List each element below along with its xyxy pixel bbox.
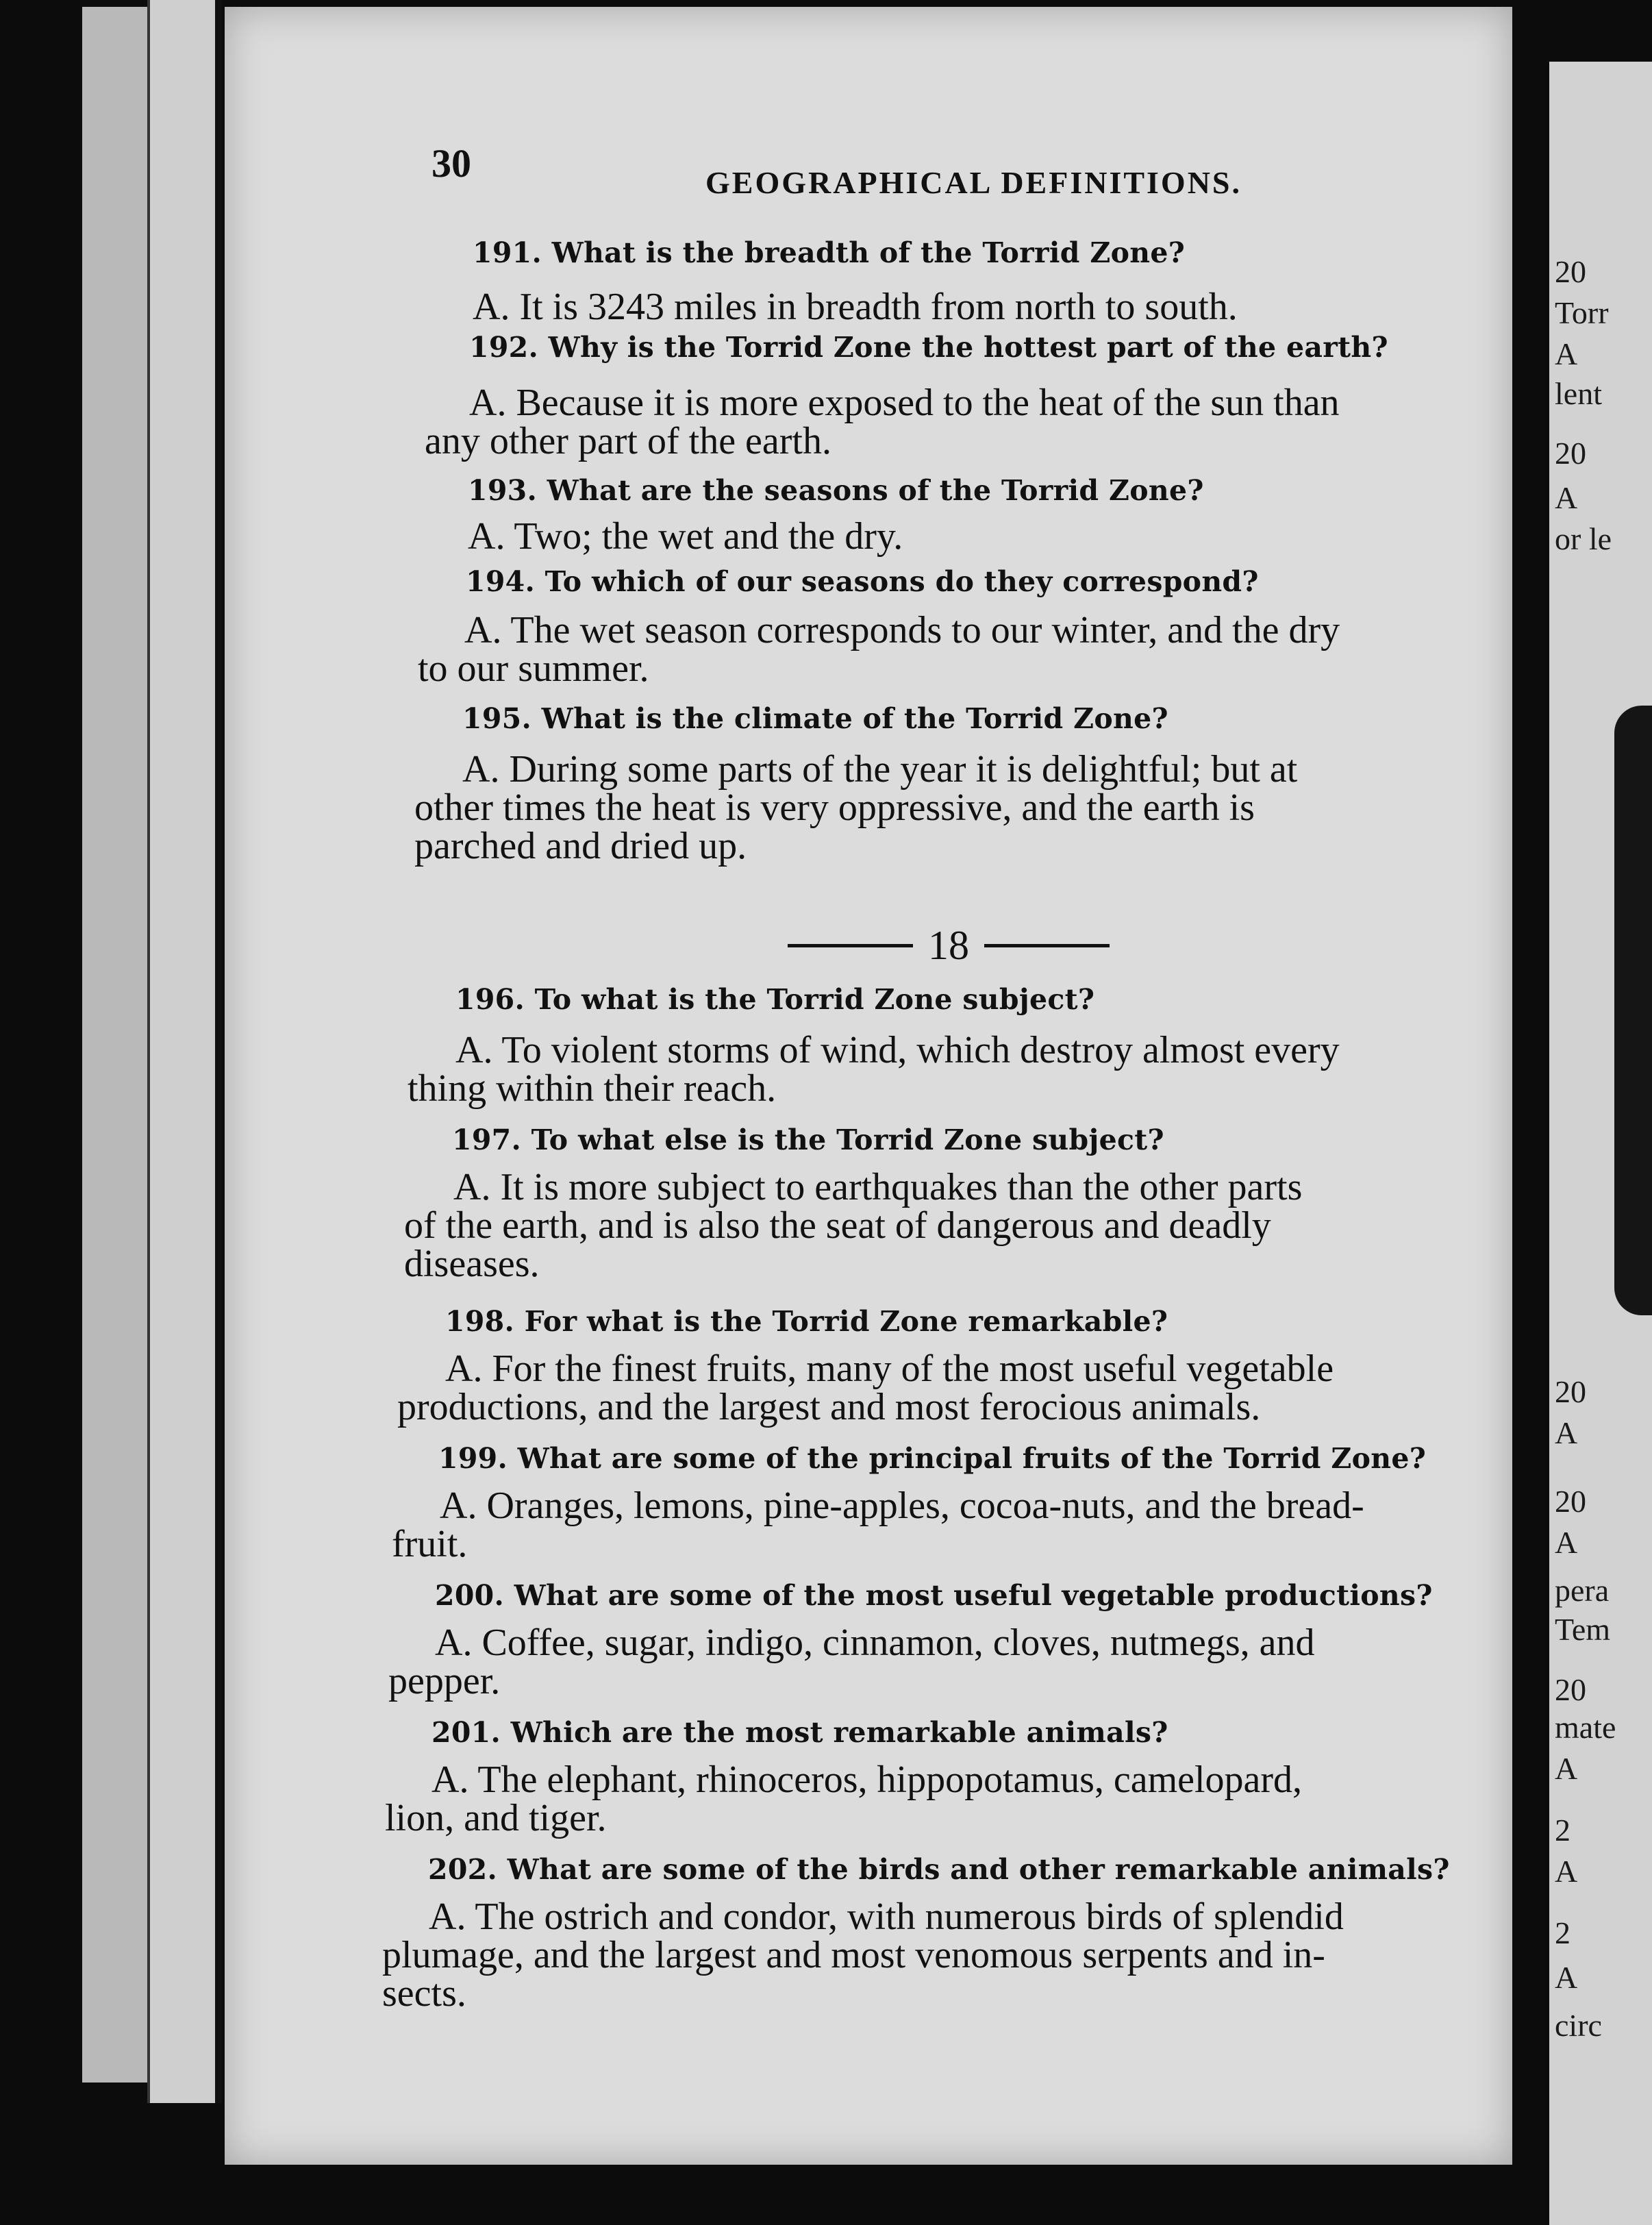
facing-page-text: or le	[1555, 521, 1612, 556]
answer-line: A. During some parts of the year it is delightful; but at	[462, 748, 1298, 791]
facing-page-text: circ	[1555, 2008, 1602, 2043]
section-divider	[788, 922, 1110, 968]
answer-line: A. It is more subject to earthquakes than the other parts	[453, 1166, 1303, 1208]
question: 200. What are some of the most useful vegetable productions?	[435, 1579, 1433, 1612]
answer	[392, 1484, 1464, 1565]
answer	[404, 1168, 1473, 1283]
answer-line: to our summer.	[418, 647, 649, 690]
question: 195. What is the climate of the Torrid Zone?	[462, 702, 1168, 735]
divider-rule	[984, 944, 1110, 947]
facing-page-text: A	[1555, 1960, 1578, 1995]
facing-page-edge	[1549, 62, 1652, 2225]
answer-line: A. To violent storms of wind, which destroy almost every	[455, 1029, 1340, 1071]
answer	[468, 517, 1358, 556]
answer-line: A. The wet season corresponds to our winter, and the dry	[464, 609, 1340, 651]
facing-page-text: Torr	[1555, 295, 1609, 330]
facing-page-text: lent	[1555, 376, 1602, 411]
facing-page-text: mate	[1555, 1710, 1616, 1745]
answer-line: plumage, and the largest and most venomous serpents and in-	[382, 1934, 1325, 1976]
facing-page-text: A	[1555, 1415, 1578, 1450]
book-edge	[147, 0, 222, 2103]
section-number: 18	[928, 922, 969, 968]
engraving-fragment	[1614, 706, 1652, 1315]
question: 201. Which are the most remarkable animals?	[431, 1716, 1168, 1749]
answer-line: A. Coffee, sugar, indigo, cinnamon, cloves, nutmegs, and	[435, 1621, 1315, 1664]
answer	[414, 750, 1483, 865]
facing-page-text: 2	[1555, 1813, 1570, 1848]
facing-page-text: 20	[1555, 1374, 1586, 1409]
question: 199. What are some of the principal fruits of the Torrid Zone?	[438, 1442, 1427, 1475]
question: 196. To what is the Torrid Zone subject?	[455, 983, 1095, 1016]
facing-page-text: 20	[1555, 1484, 1586, 1519]
answer-line: A. It is 3243 miles in breadth from north to south.	[473, 286, 1238, 328]
book-edge	[82, 7, 151, 2083]
answer-line: other times the heat is very oppressive, and the earth is	[414, 786, 1255, 829]
answer	[385, 1758, 1457, 1839]
facing-page-text: pera	[1555, 1573, 1610, 1608]
facing-page-text: A	[1555, 1854, 1578, 1889]
question: 191. What is the breadth of the Torrid Zone?	[473, 236, 1186, 269]
answer-line: pepper.	[388, 1660, 501, 1702]
answer-line: A. The elephant, rhinoceros, hippopotamus, camelopard,	[431, 1758, 1303, 1801]
facing-page-text: A	[1555, 480, 1578, 515]
question: 202. What are some of the birds and other remarkable animals?	[428, 1853, 1450, 1886]
facing-page-text: 2	[1555, 1915, 1570, 1950]
question: 193. What are the seasons of the Torrid Zone?	[468, 474, 1204, 507]
answer-line: A. Oranges, lemons, pine-apples, cocoa-nuts, and the bread-	[440, 1484, 1364, 1527]
facing-page-text: 20	[1555, 436, 1586, 471]
answer-line: parched and dried up.	[414, 825, 747, 867]
answer-line: diseases.	[404, 1243, 540, 1285]
answer	[425, 384, 1490, 460]
divider-rule	[788, 944, 913, 947]
answer	[388, 1621, 1460, 1702]
page-number: 30	[431, 141, 471, 186]
answer	[473, 288, 1390, 326]
answer	[408, 1031, 1476, 1108]
answer-line: thing within their reach.	[408, 1067, 777, 1110]
answer-line: sects.	[382, 1972, 466, 2015]
answer-line: lion, and tiger.	[385, 1797, 607, 1839]
facing-page-text: A	[1555, 1751, 1578, 1786]
answer	[382, 1895, 1454, 2015]
answer-line: productions, and the largest and most ferocious animals.	[397, 1386, 1261, 1428]
answer-line: A. Because it is more exposed to the heat of the sun than	[469, 382, 1340, 424]
question: 198. For what is the Torrid Zone remarkable?	[445, 1305, 1168, 1338]
facing-page-text: 20	[1555, 1672, 1586, 1707]
answer-line: fruit.	[392, 1523, 468, 1565]
running-head: GEOGRAPHICAL DEFINITIONS.	[705, 165, 1242, 200]
answer-line: A. Two; the wet and the dry.	[468, 515, 903, 558]
answer-line: of the earth, and is also the seat of dangerous and deadly	[404, 1204, 1271, 1247]
facing-page-text: A	[1555, 1525, 1578, 1560]
answer-line: A. The ostrich and condor, with numerous birds of splendid	[429, 1895, 1344, 1938]
answer-line: any other part of the earth.	[425, 420, 831, 462]
answer-line: A. For the finest fruits, many of the most useful vegetable	[445, 1347, 1334, 1390]
answer	[418, 611, 1483, 688]
question: 197. To what else is the Torrid Zone subject?	[452, 1123, 1164, 1156]
answer	[397, 1347, 1469, 1428]
facing-page-text: 20	[1555, 254, 1586, 289]
facing-page-text: Tem	[1555, 1612, 1611, 1647]
question: 194. To which of our seasons do they correspond?	[466, 565, 1259, 598]
question: 192. Why is the Torrid Zone the hottest part of the earth?	[469, 331, 1388, 364]
facing-page-text: A	[1555, 336, 1578, 371]
